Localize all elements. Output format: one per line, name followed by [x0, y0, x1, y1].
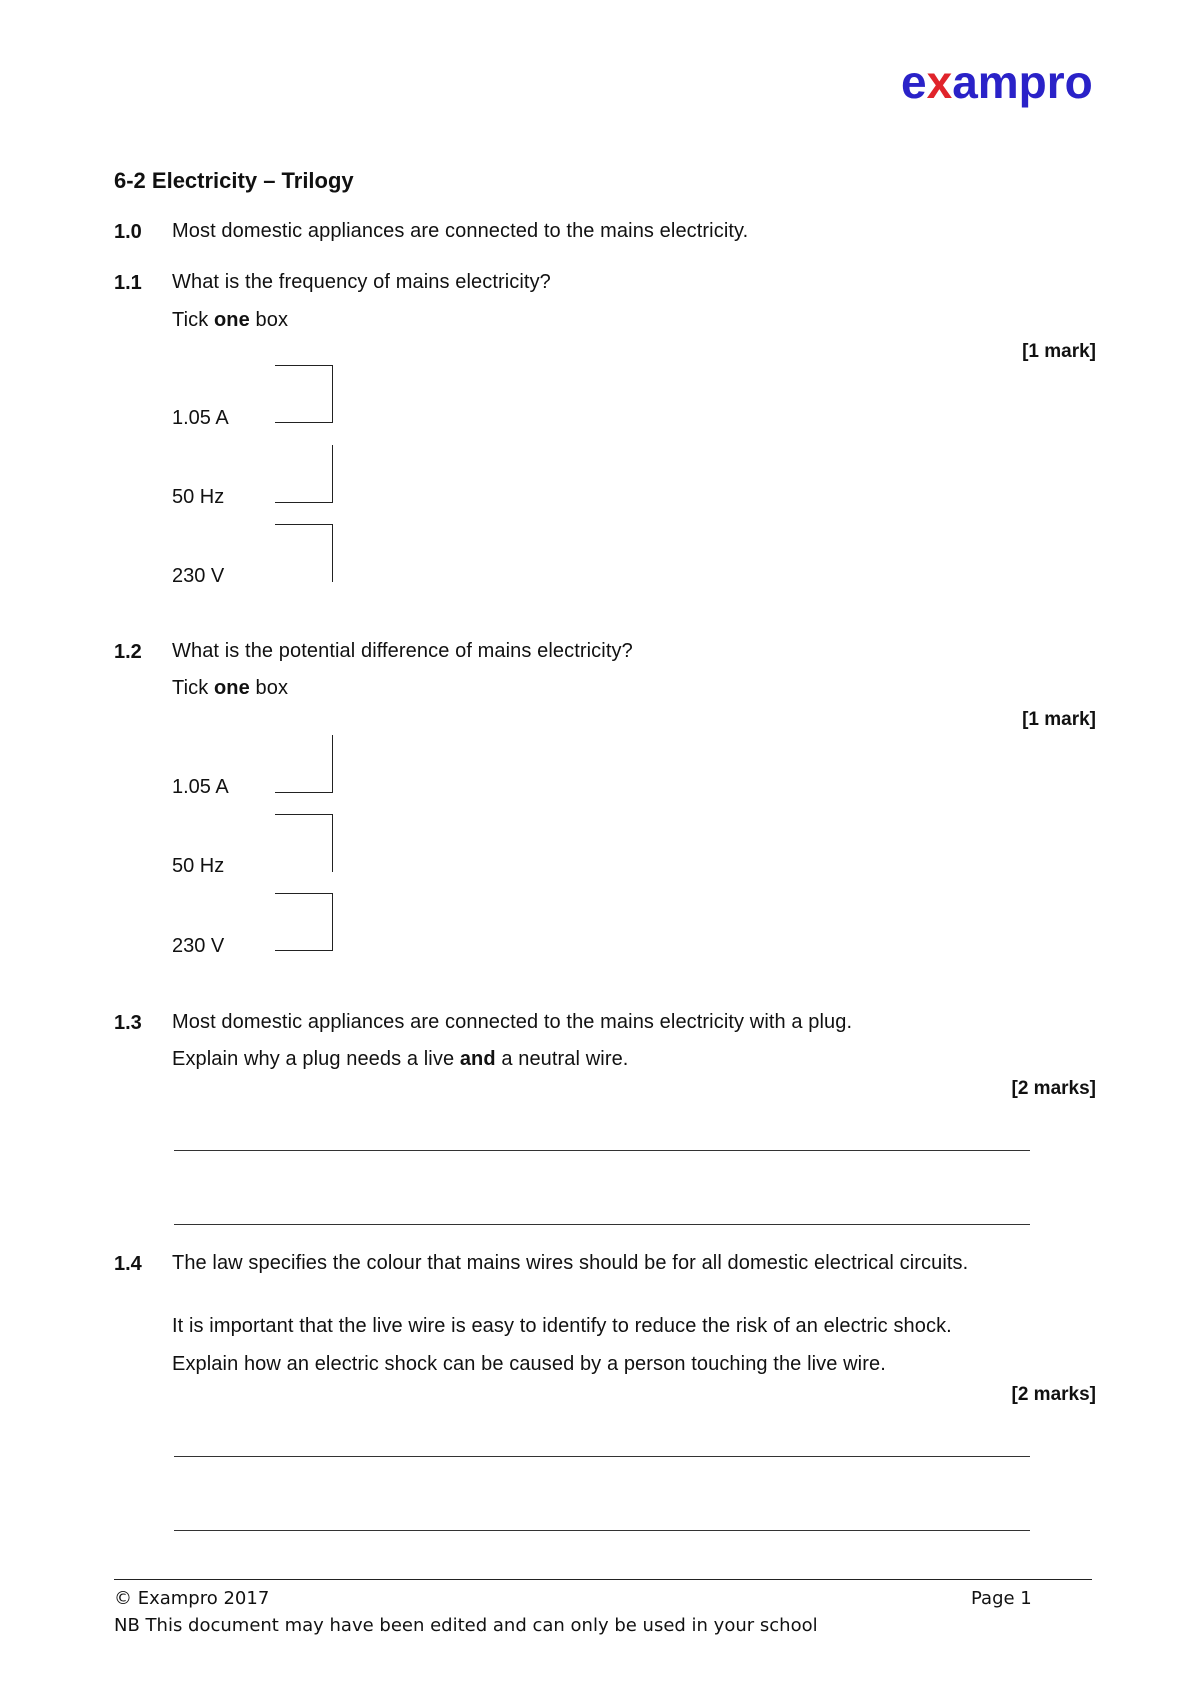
option-label-1-1-b: 50 Hz [172, 486, 225, 508]
marks-1-2: [1 mark] [1022, 709, 1096, 730]
option-label-1-2-c: 230 V [172, 935, 225, 957]
question-text-1-3: Most domestic appliances are connected to the mains electricity with a plug. [172, 1011, 853, 1033]
marks-1-4: [2 marks] [1011, 1384, 1096, 1405]
instruction-pre: Tick [172, 309, 214, 331]
question-text-1-2: What is the potential difference of mains electricity? [172, 640, 633, 662]
answer-line-1-4-b[interactable] [174, 1530, 1030, 1531]
footer-page-number: Page 1 [971, 1588, 1032, 1609]
logo-text-x: x [926, 56, 953, 108]
answer-line-1-3-b[interactable] [174, 1224, 1030, 1225]
tick-box-1-1-b[interactable] [275, 445, 333, 503]
subtext-post: a neutral wire. [495, 1048, 629, 1070]
logo-text-e: e [901, 56, 927, 108]
question-subtext-1-3 [172, 1046, 628, 1072]
option-label-1-2-b: 50 Hz [172, 855, 225, 877]
page-title: 6-2 Electricity – Trilogy [114, 168, 354, 193]
tick-box-1-1-a[interactable] [275, 365, 333, 423]
marks-1-1: [1 mark] [1022, 341, 1096, 362]
tick-box-1-2-b[interactable] [275, 814, 333, 872]
question-number-1-3: 1.3 [114, 1012, 142, 1034]
logo-text-ampro: ampro [952, 56, 1093, 108]
instruction-bold: one [213, 309, 250, 331]
subtext-pre: Explain why a plug needs a live [172, 1048, 460, 1070]
subtext-bold: and [459, 1048, 496, 1070]
footer-note: NB This document may have been edited and can only be used in your school [114, 1615, 818, 1636]
question-number-1-1: 1.1 [114, 272, 142, 294]
marks-1-3: [2 marks] [1011, 1078, 1096, 1099]
footer-divider [114, 1579, 1092, 1580]
tick-box-1-2-c[interactable] [275, 893, 333, 951]
question-text-1-4: The law specifies the colour that mains wires should be for all domestic electrical circuits. [172, 1252, 969, 1274]
instruction-1-2 [172, 675, 288, 701]
instruction-pre: Tick [172, 677, 214, 699]
footer-copyright: © Exampro 2017 [114, 1588, 270, 1609]
option-label-1-2-a: 1.05 A [172, 776, 229, 798]
instruction-1-1 [172, 307, 288, 333]
question-subtext-1-4-a: It is important that the live wire is easy to identify to reduce the risk of an electric shock. [172, 1315, 952, 1337]
option-label-1-1-c: 230 V [172, 565, 225, 587]
question-text-1-1: What is the frequency of mains electricity? [172, 271, 551, 293]
instruction-post: box [249, 677, 289, 699]
question-number-1-4: 1.4 [114, 1253, 142, 1275]
question-subtext-1-4-b: Explain how an electric shock can be caused by a person touching the live wire. [172, 1353, 886, 1375]
answer-line-1-4-a[interactable] [174, 1456, 1030, 1457]
question-text-1-0: Most domestic appliances are connected to the mains electricity. [172, 220, 749, 242]
option-label-1-1-a: 1.05 A [172, 407, 229, 429]
exampro-logo [901, 52, 1131, 112]
answer-line-1-3-a[interactable] [174, 1150, 1030, 1151]
instruction-bold: one [213, 677, 250, 699]
question-number-1-0: 1.0 [114, 221, 142, 243]
tick-box-1-1-c[interactable] [275, 524, 333, 582]
tick-box-1-2-a[interactable] [275, 735, 333, 793]
question-number-1-2: 1.2 [114, 641, 142, 663]
instruction-post: box [249, 309, 289, 331]
